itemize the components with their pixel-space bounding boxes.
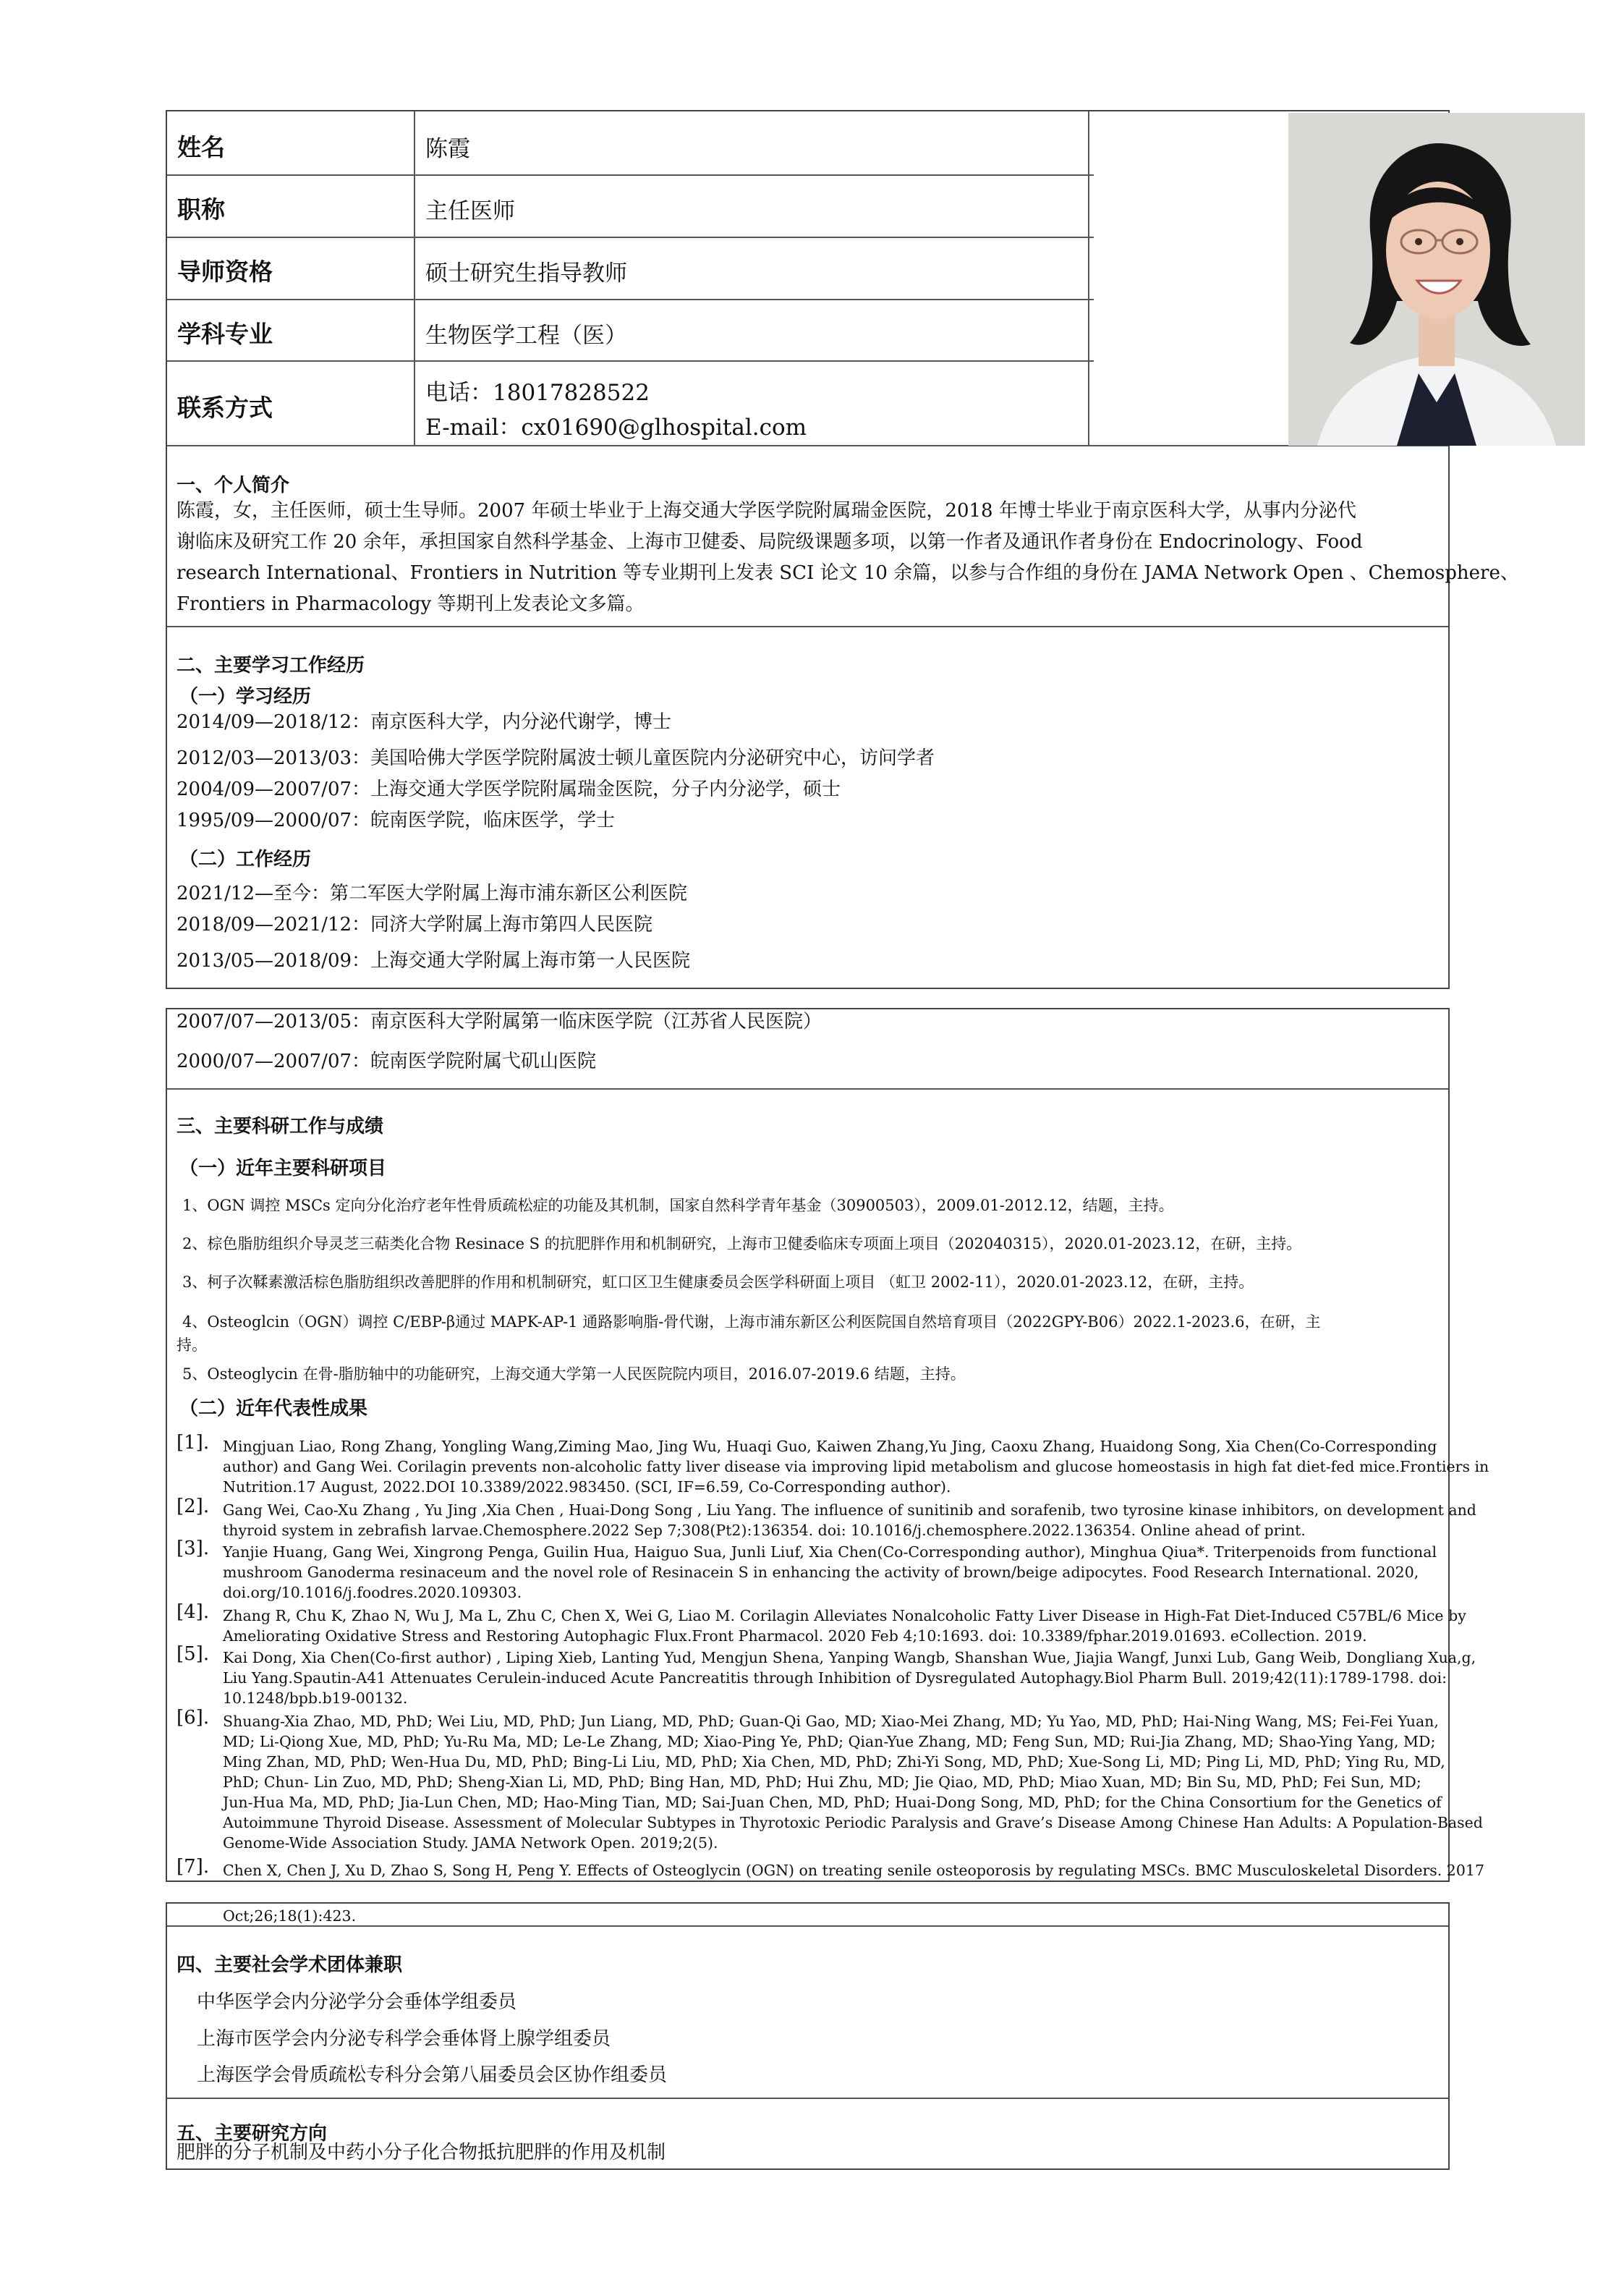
direction-text: 肥胖的分子机制及中药小分子化合物抵抗肥胖的作用及机制 xyxy=(177,2142,666,2163)
work-item: 2013/05—2018/09：上海交通大学附属上海市第一人民医院 xyxy=(177,950,691,972)
project-item: 2、棕色脂肪组织介导灵芝三萜类化合物 Resinace S 的抗肥胖作用和机制研究，上海市卫健委临床专项面上项目（202040315），2020.01-2023.12，在研，主持。 xyxy=(182,1235,1302,1252)
ref-line: Gang Wei, Cao-Xu Zhang , Yu Jing ,Xia Chen , Huai-Dong Song , Liu Yang. The influence of sunitinib and sorafenib, two tyrosine kinase inhibitors, on development and xyxy=(223,1501,1476,1519)
ref-line: Zhang R, Chu K, Zhao N, Wu J, Ma L, Zhu C, Chen X, Wei G, Liao M. Corilagin Alleviates Nonalcoholic Fatty Liver Disease in High-Fat Diet-Induced C57BL/6 Mice by xyxy=(223,1607,1466,1624)
ref-line: Chen X, Chen J, Xu D, Zhao S, Song H, Peng Y. Effects of Osteoglycin (OGN) on treating senile osteoporosis by regulating MSCs. BMC Musculoskeletal Disorders. 2017 xyxy=(223,1862,1484,1879)
ref-number: [6]. xyxy=(177,1707,210,1729)
ref-line: Ming Zhan, MD, PhD; Wen-Hua Du, MD, PhD; Bing-Li Liu, MD, PhD; Xia Chen, MD, PhD; Zhi-Yi Song, MD, PhD; Xue-Song Li, MD; Ping Li, MD, PhD; Ying Ru, MD, xyxy=(223,1753,1445,1771)
ref-line: Nutrition.17 August, 2022.DOI 10.3389/2022.983450. (SCI, IF=6.59, Co-Corresponding author). xyxy=(223,1478,951,1496)
ref-line: author) and Gang Wei. Corilagin prevents non-alcoholic fatty liver disease via improving lipid metabolism and glucose homeostasis in high fat diet-fed mice.Frontiers in xyxy=(223,1458,1489,1475)
portrait-photo xyxy=(1288,113,1585,446)
label-discipline: 学科专业 xyxy=(177,320,273,348)
ref-line: Yanjie Huang, Gang Wei, Xingrong Penga, Guilin Hua, Haiguo Sua, Junli Liuf, Xia Chen(Co-Corresponding author), Minghua Qiua*. Triterpenoids from functional xyxy=(223,1543,1437,1561)
ref-number: [1]. xyxy=(177,1432,210,1454)
history-title: 二、主要学习工作经历 xyxy=(177,655,365,677)
intro-title: 一、个人简介 xyxy=(177,475,290,496)
study-item: 2012/03—2013/03：美国哈佛大学医学院附属波士顿儿童医院内分泌研究中心，访问学者 xyxy=(177,747,935,769)
research-box xyxy=(166,1008,1489,1882)
research-title: 三、主要科研工作与成绩 xyxy=(177,1116,384,1137)
ref-number: [4]. xyxy=(177,1601,210,1623)
intro-line: 谢临床及研究工作 20 余年，承担国家自然科学基金、上海市卫健委、局院级课题多项，以第一作者及通讯作者身份在 Endocrinology、Food xyxy=(177,531,1363,553)
work-title: （二）工作经历 xyxy=(179,849,312,870)
label-title: 职称 xyxy=(177,195,225,224)
value-phone: 电话：18017828522 xyxy=(425,380,650,406)
ref-line: doi.org/10.1016/j.foodres.2020.109303. xyxy=(223,1584,522,1601)
label-supervisor: 导师资格 xyxy=(177,258,273,286)
project-item: 3、柯子次鞣素激活棕色脂肪组织改善肥胖的作用和机制研究，虹口区卫生健康委员会医学科研面上项目 （虹卫 2002-11），2020.01-2023.12，在研，主持。 xyxy=(182,1273,1254,1291)
project-item: 4、Osteoglcin（OGN）调控 C/EBP-β通过 MAPK-AP-1 通路影响脂-骨代谢，上海市浦东新区公利医院国自然培育项目（2022GPY-B06）2022.1-2023.6，在研，主 xyxy=(182,1313,1321,1331)
ref-line: thyroid system in zebrafish larvae.Chemosphere.2022 Sep 7;308(Pt2):136354. doi: 10.1016/j.chemosphere.2022.136354. Online ahead of print. xyxy=(223,1522,1306,1539)
direction-title: 五、主要研究方向 xyxy=(177,2123,328,2145)
ref-number: [2]. xyxy=(177,1496,210,1517)
ref-number: [3]. xyxy=(177,1538,210,1559)
label-name: 姓名 xyxy=(177,133,225,161)
ref-line: Mingjuan Liao, Rong Zhang, Yongling Wang,Ziming Mao, Jing Wu, Huaqi Guo, Kaiwen Zhang,Yu Jing, Caoxu Zhang, Huaidong Song, Xia Chen(Co-Corresponding xyxy=(223,1438,1437,1455)
societies-title: 四、主要社会学术团体兼职 xyxy=(177,1954,403,1976)
ref-line: Ameliorating Oxidative Stress and Restoring Autophagic Flux.Front Pharmacol. 2020 Feb 4;10:1693. doi: 10.3389/fphar.2019.01693. eCollection. 2019. xyxy=(223,1627,1367,1645)
ref-line: PhD; Chun- Lin Zuo, MD, PhD; Sheng-Xian Li, MD, PhD; Bing Han, MD, PhD; Hui Zhu, MD; Jie Qiao, MD, PhD; Miao Xuan, MD; Bin Su, MD, PhD; Fei Sun, MD; xyxy=(223,1773,1421,1791)
society-item: 中华医学会内分泌学分会垂体学组委员 xyxy=(197,1991,517,2013)
intro-line: research International、Frontiers in Nutrition 等专业期刊上发表 SCI 论文 10 余篇，以参与合作组的身份在 JAMA Network Open 、Chemosphere、 xyxy=(177,562,1519,584)
achievements-title: （二）近年代表性成果 xyxy=(179,1398,368,1420)
intro-line: 陈霞，女，主任医师，硕士生导师。2007 年硕士毕业于上海交通大学医学院附属瑞金医院，2018 年博士毕业于南京医科大学，从事内分泌代 xyxy=(177,500,1356,522)
society-item: 上海医学会骨质疏松专科分会第八届委员会区协作组委员 xyxy=(197,2064,668,2086)
value-email[interactable]: E-mail：cx01690@glhospital.com xyxy=(425,415,807,441)
society-item: 上海市医学会内分泌专科学会垂体肾上腺学组委员 xyxy=(197,2028,611,2050)
intro-line: Frontiers in Pharmacology 等期刊上发表论文多篇。 xyxy=(177,593,645,615)
ref-line: Shuang-Xia Zhao, MD, PhD; Wei Liu, MD, PhD; Jun Liang, MD, PhD; Guan-Qi Gao, MD; Xiao-Mei Zhang, MD; Yu Yao, MD, PhD; Hai-Ning Wang, MS; Fei-Fei Yuan, xyxy=(223,1713,1439,1730)
ref-line: 10.1248/bpb.b19-00132. xyxy=(223,1689,408,1707)
profile-box xyxy=(166,110,1519,989)
project-item: 5、Osteoglycin 在骨-脂肪轴中的功能研究，上海交通大学第一人民医院院内项目，2016.07-2019.6 结题，主持。 xyxy=(182,1365,966,1383)
study-item: 2004/09—2007/07：上海交通大学医学院附属瑞金医院，分子内分泌学，硕士 xyxy=(177,779,841,800)
ref-line: Oct;26;18(1):423. xyxy=(223,1907,357,1925)
study-title: （一）学习经历 xyxy=(179,686,312,708)
ref-line: Genome-Wide Association Study. JAMA Network Open. 2019;2(5). xyxy=(223,1834,718,1852)
work-item: 2000/07—2007/07：皖南医学院附属弋矶山医院 xyxy=(177,1051,597,1072)
ref-number: [7]. xyxy=(177,1856,210,1878)
work-item: 2021/12—至今：第二军医大学附属上海市浦东新区公利医院 xyxy=(177,883,688,904)
ref-line: Liu Yang.Spautin-A41 Attenuates Cerulein-induced Acute Pancreatitis through Inhibition of Dysregulated Autophagy.Biol Pharm Bull. 2019;42(11):1789-1798. doi: xyxy=(223,1669,1447,1687)
value-supervisor: 硕士研究生指导教师 xyxy=(425,260,627,287)
value-discipline: 生物医学工程（医） xyxy=(425,323,627,349)
project-item: 1、OGN 调控 MSCs 定向分化治疗老年性骨质疏松症的功能及其机制，国家自然科学青年基金（30900503），2009.01-2012.12，结题，主持。 xyxy=(182,1197,1174,1214)
ref-line: Jun-Hua Ma, MD, PhD; Jia-Lun Chen, MD; Hao-Ming Tian, MD; Sai-Juan Chen, MD, PhD; Huai-Dong Song, MD, PhD; for the China Consortium for the Genetics of xyxy=(223,1794,1442,1811)
study-item: 1995/09—2000/07：皖南医学院，临床医学，学士 xyxy=(177,810,616,831)
ref-line: MD; Li-Qiong Xue, MD, PhD; Yu-Ru Ma, MD; Le-Le Zhang, MD; Xiao-Ping Ye, PhD; Qian-Yue Zhang, MD; Feng Sun, MD; Rui-Jia Zhang, MD; Shao-Ying Yang, MD; xyxy=(223,1733,1436,1750)
ref-line: Autoimmune Thyroid Disease. Assessment of Molecular Subtypes in Thyrotoxic Periodic Paralysis and Grave’s Disease Among Chinese Han Adults: A Population-Based xyxy=(223,1814,1483,1831)
study-item: 2014/09—2018/12：南京医科大学，内分泌代谢学，博士 xyxy=(177,711,672,733)
ref-line: mushroom Ganoderma resinaceum and the novel role of Resinacein S in enhancing the activity of brown/beige adipocytes. Food Research International. 2020, xyxy=(223,1564,1419,1581)
value-name: 陈霞 xyxy=(425,136,470,162)
work-item: 2007/07—2013/05：南京医科大学附属第一临床医学院（江苏省人民医院） xyxy=(177,1011,822,1033)
societies-box xyxy=(166,1902,1450,2170)
ref-number: [5]. xyxy=(177,1643,210,1665)
ref-line: Kai Dong, Xia Chen(Co-first author) , Liping Xieb, Lanting Yud, Mengjun Shena, Yanping Wangb, Shanshan Wue, Jiajia Wangf, Junxi Lub, Gang Weib, Dongliang Xua,g, xyxy=(223,1649,1476,1666)
work-item: 2018/09—2021/12：同济大学附属上海市第四人民医院 xyxy=(177,914,653,936)
label-contact: 联系方式 xyxy=(177,394,273,422)
value-title: 主任医师 xyxy=(425,198,515,224)
projects-title: （一）近年主要科研项目 xyxy=(179,1158,387,1179)
project-item: 持。 xyxy=(177,1336,207,1354)
